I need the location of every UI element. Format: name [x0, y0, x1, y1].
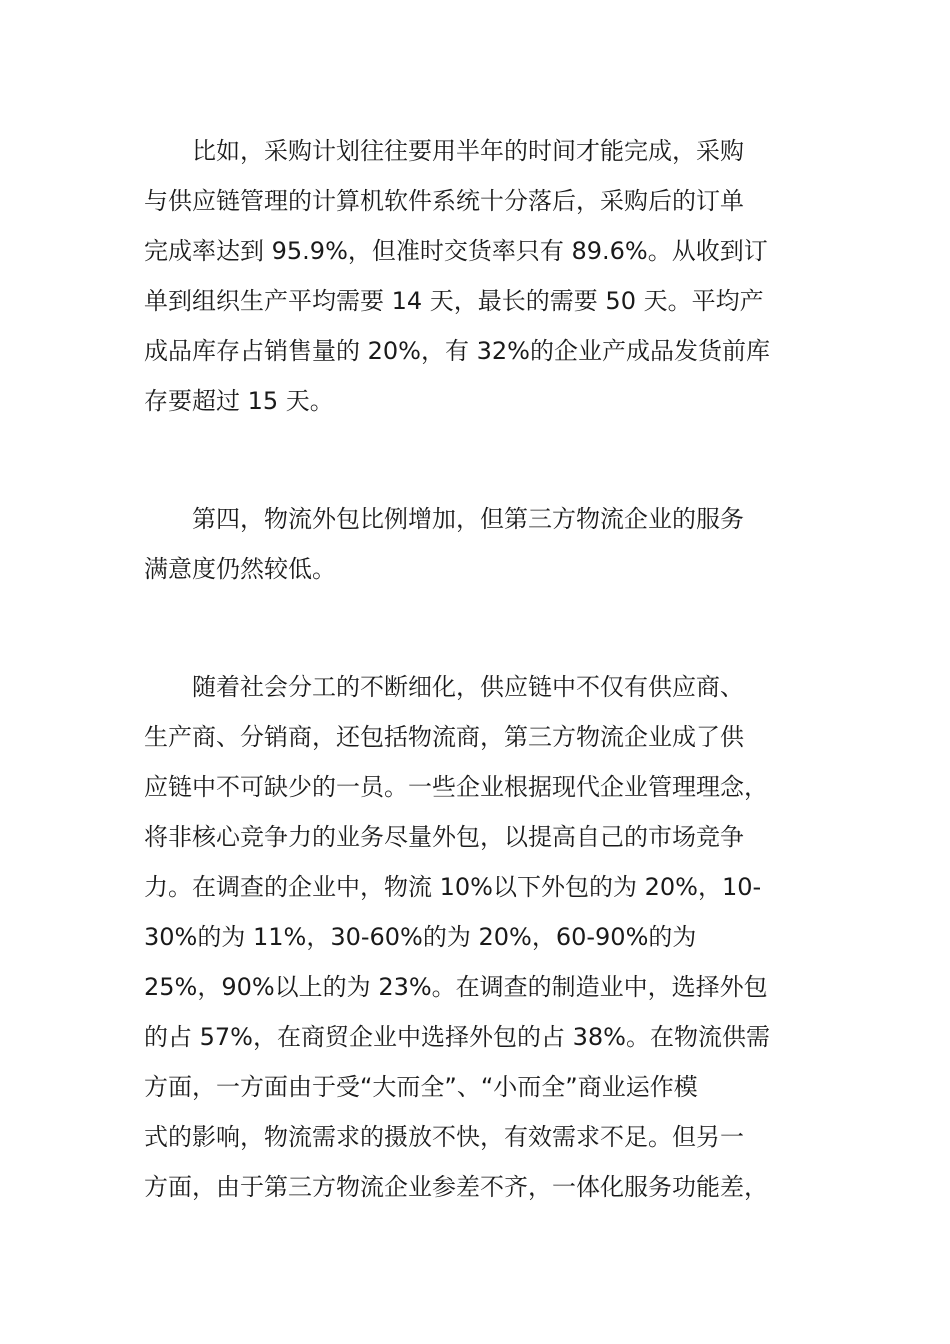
text-line: 第四，物流外包比例增加，但第三方物流企业的服务: [192, 505, 744, 533]
text-line: 完成率达到 95.9%，但准时交货率只有 89.6%。从收到订: [144, 237, 768, 265]
text-line: 将非核心竞争力的业务尽量外包，以提高自己的市场竞争: [144, 823, 744, 851]
paragraph-outsourcing: [144, 662, 806, 1212]
text-line: 25%，90%以上的为 23%。在调查的制造业中，选择外包: [144, 973, 768, 1001]
text-line: 满意度仍然较低。: [144, 555, 336, 583]
text-line: 生产商、分销商，还包括物流商，第三方物流企业成了供: [144, 723, 744, 751]
text-line: 30%的为 11%，30-60%的为 20%，60-90%的为: [144, 923, 697, 951]
text-line: 随着社会分工的不断细化，供应链中不仅有供应商、: [192, 673, 744, 701]
text-line: 力。在调查的企业中，物流 10%以下外包的为 20%，10-: [144, 873, 762, 901]
text-line: 方面，由于第三方物流企业参差不齐，一体化服务功能差，: [144, 1173, 768, 1201]
text-line: 方面，一方面由于受“大而全”、“小而全”商业运作模: [144, 1073, 698, 1101]
paragraph-heading-fourth: [144, 494, 806, 594]
paragraph-procurement: [144, 126, 806, 426]
text-line: 存要超过 15 天。: [144, 387, 334, 415]
text-line: 比如，采购计划往往要用半年的时间才能完成，采购: [192, 137, 744, 165]
text-line: 成品库存占销售量的 20%，有 32%的企业产成品发货前库: [144, 337, 770, 365]
text-line: 单到组织生产平均需要 14 天，最长的需要 50 天。平均产: [144, 287, 764, 315]
text-line: 式的影响，物流需求的摄放不快，有效需求不足。但另一: [144, 1123, 744, 1151]
text-line: 与供应链管理的计算机软件系统十分落后，采购后的订单: [144, 187, 744, 215]
text-line: 的占 57%，在商贸企业中选择外包的占 38%。在物流供需: [144, 1023, 770, 1051]
text-line: 应链中不可缺少的一员。一些企业根据现代企业管理理念，: [144, 773, 768, 801]
